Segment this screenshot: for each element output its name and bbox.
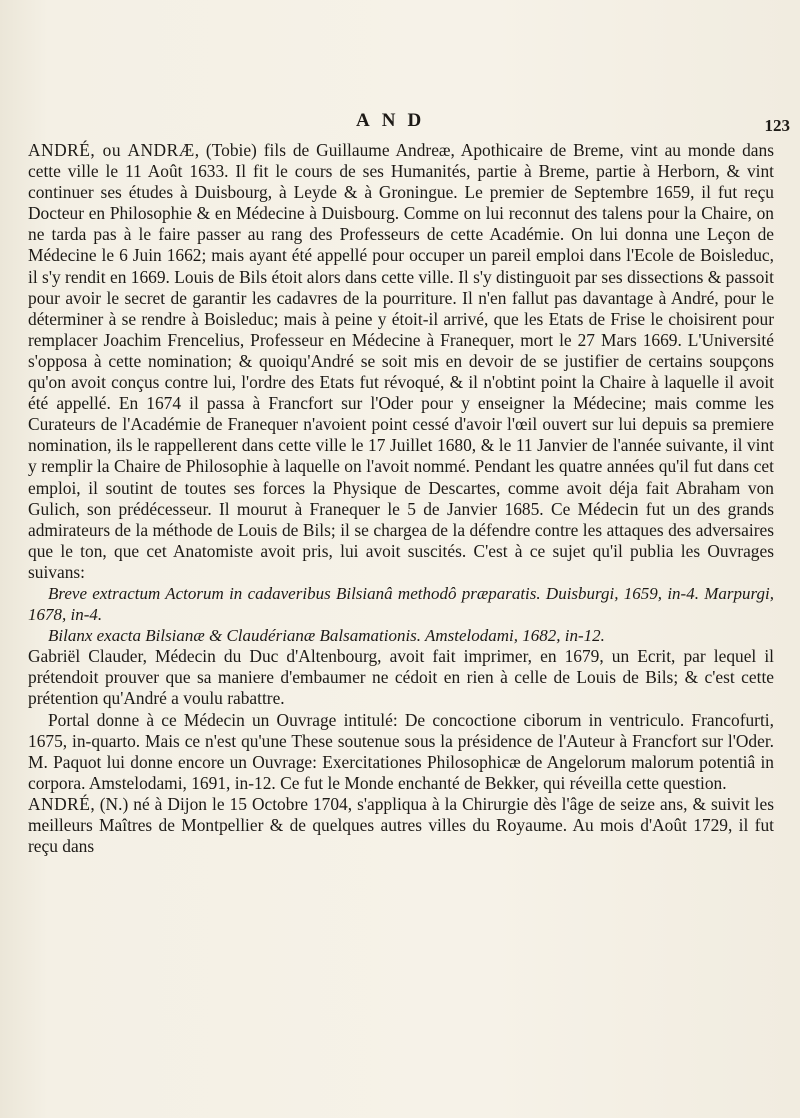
body-text — [28, 140, 774, 857]
entry-heading: ANDRÉ — [28, 793, 91, 814]
entry-andre-n — [28, 794, 774, 857]
work-title: Bilanx exacta Bilsianæ & Claudérianæ Balsamationis. Amstelodami, 1682, in-12. — [48, 626, 605, 646]
paragraph-clauder: Gabriël Clauder, Médecin du Duc d'Altenbourg, avoit fait imprimer, en 1679, un Ecrit, par lequel il prétendoit prouver que sa maniere d'embaumer ne cédoit en rien à celle de Louis de Bils; & c'est cette prétention qu'André a voulu rabattre. — [28, 646, 774, 709]
work-item — [28, 625, 774, 646]
work-title: Breve extractum Actorum in cadaveribus Bilsianâ methodô præparatis. Duisburgi, 1659, in-4. Marpurgi, 1678, in-4. — [28, 583, 774, 625]
entry-heading: ANDRÉ, ou ANDRÆ — [28, 140, 195, 160]
work-item — [28, 583, 774, 625]
paragraph-portal: Portal donne à ce Médecin un Ouvrage intitulé: De concoctione ciborum in ventriculo. Francofurti, 1675, in-quarto. Mais ce n'est qu'une These soutenue sous la présidence de l'Auteur à Francfort sur l'Oder. M. Paquot lui donne encore un Ouvrage: Exercitationes Philosophicæ de Angelorum malorum potentiâ in corpora. Amstelodami, 1691, in-12. Ce fut le Monde enchanté de Bekker, qui réveilla cette question. — [28, 709, 774, 793]
works-list — [28, 583, 774, 646]
running-head-title: AND — [356, 110, 434, 131]
entry-paragraph: , (Tobie) fils de Guillaume Andreæ, Apothicaire de Breme, vint au monde dans cette ville le 11 Août 1633. Il fit le cours de ses Humanités, partie à Breme, partie à Herborn, & vint continuer ses études à Duisbourg, à Leyde & à Groningue. Le premier de Septembre 1659, il fut reçu Docteur en Philosophie & en Médecine à Duisbourg. Comme on lui reconnut des talens pour la Chaire, on ne tarda pas à le faire passer au rang des Professeurs de cette Académie. On lui donna une Leçon de Médecine le 6 Juin 1662; mais ayant été appellé pour occuper un pareil emploi dans l'Ecole de Boisleduc, il s'y rendit en 1669. Louis de Bils étoit alors dans cette ville. Il s'y distinguoit par ses dissections & passoit pour avoir le secret de garantir les cadavres de la pourriture. Il n'en fallut pas davantage à André, pour le déterminer à se rendre à Boisleduc; mais à peine y étoit-il arrivé, que les Etats de Frise le choisirent pour remplacer Joachim Frencelius, Professeur en Médecine à Franequer, mort le 27 Mars 1669. L'Université s'opposa à cette nomination; & quoiqu'André se soit mis en devoir de se justifier de certains soupçons qu'on avoit conçus contre lui, l'ordre des Etats fut révoqué, & il n'obtint point la Chaire à laquelle il avoit été appellé. En 1674 il passa à Francfort sur l'Oder pour y enseigner la Médecine; mais comme les Curateurs de l'Académie de Franequer n'avoient point cessé d'avoir l'œil ouvert sur lui depuis sa premiere nomination, ils le rappellerent dans cette ville le 17 Juillet 1680, & le 11 Janvier de l'année suivante, il vint y remplir la Chaire de Philosophie à laquelle on l'avoit nommé. Pendant les quatre années qu'il fut dans cet emploi, il soutint de toutes ses forces la Physique de Descartes, comme avoit déja fait Abraham von Gulich, son prédécesseur. Il mourut à Franequer le 5 de Janvier 1685. Ce Médecin fut un des grands admirateurs de la méthode de Louis de Bils; il se chargea de la défendre contre les attaques des adversaires que le ton, que cet Anatomiste avoit pris, lui avoit suscités. C'est à ce sujet qu'il publia les Ouvrages suivans: — [28, 140, 774, 582]
page-number: 123 — [764, 116, 790, 135]
entry-andre-tobie — [28, 140, 774, 583]
entry-paragraph: , (N.) né à Dijon le 15 Octobre 1704, s'appliqua à la Chirurgie dès l'âge de seize ans, & suivit les meilleurs Maîtres de Montpellier & de quelques autres villes du Royaume. Au mois d'Août 1729, il fut reçu dans — [28, 793, 774, 857]
running-head — [0, 110, 800, 135]
